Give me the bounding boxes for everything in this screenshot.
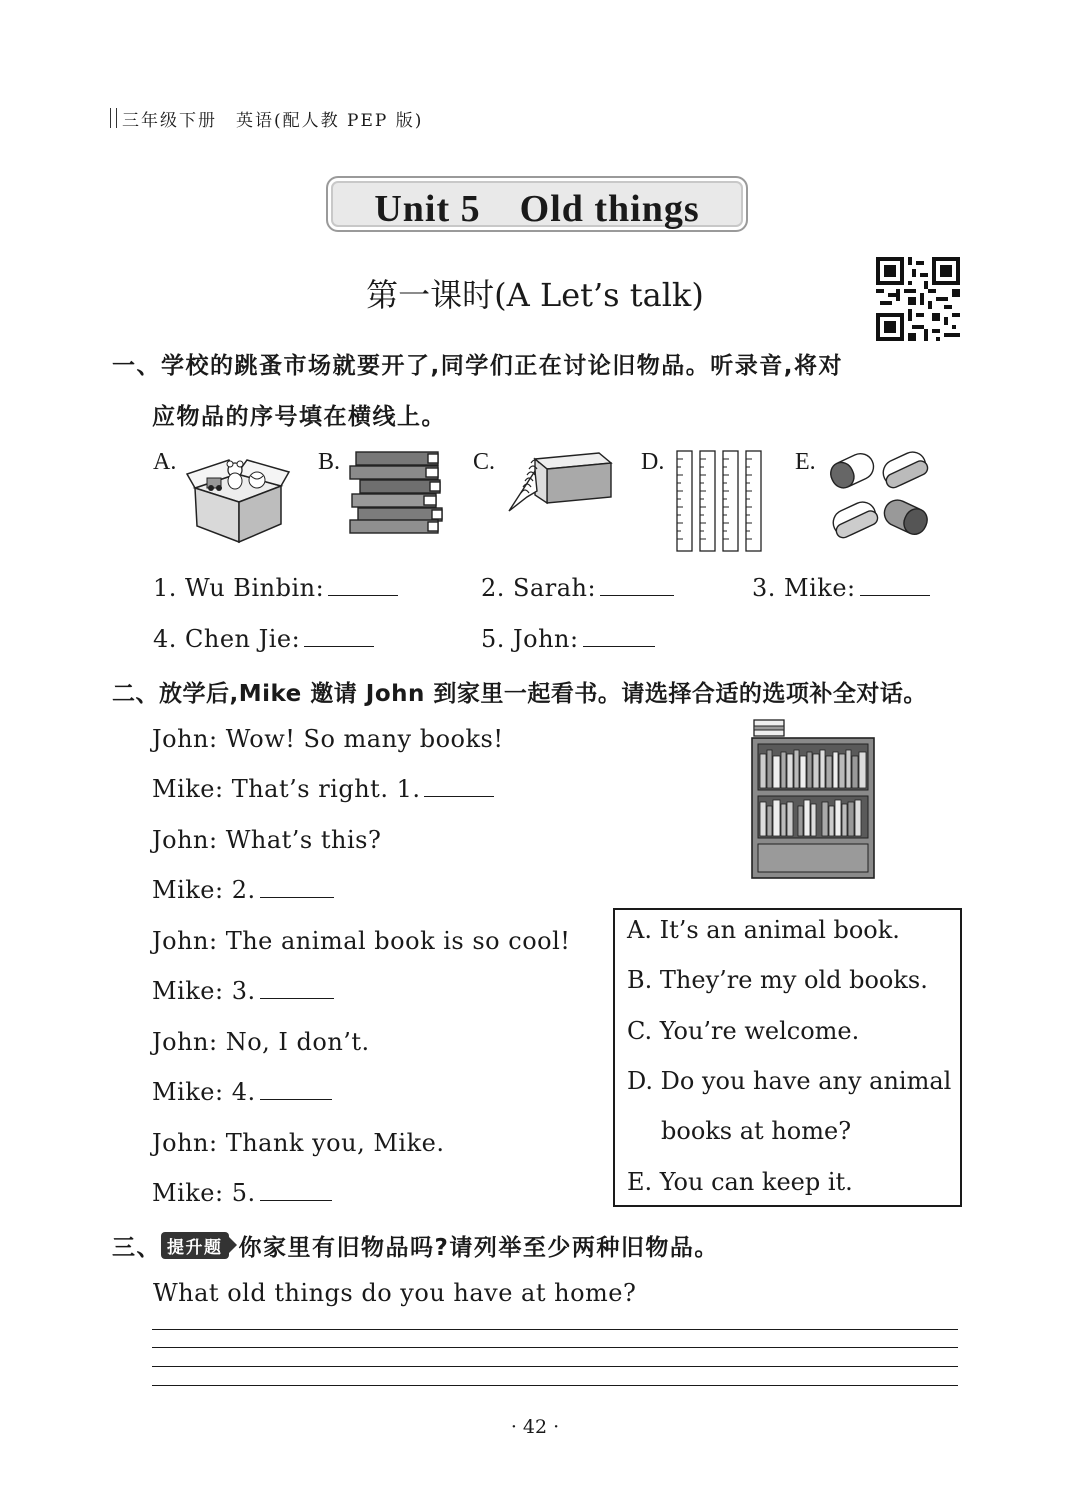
toy-box-icon bbox=[185, 448, 291, 546]
section1-title-line1: 一、学校的跳蚤市场就要开了,同学们正在讨论旧物品。听录音,将对 bbox=[112, 353, 843, 379]
writing-line-2[interactable] bbox=[152, 1347, 958, 1348]
dialog-blank-1[interactable] bbox=[424, 776, 494, 797]
answer-item-4: 4. Chen Jie: bbox=[153, 625, 374, 653]
writing-line-1[interactable] bbox=[152, 1329, 958, 1330]
answer-blank-1[interactable] bbox=[328, 575, 398, 596]
section3-prefix: 三、 bbox=[112, 1235, 161, 1261]
dialog-blank-3[interactable] bbox=[260, 978, 334, 999]
option-d-line2: books at home? bbox=[661, 1117, 852, 1145]
dialog-line-4: Mike: 2. bbox=[152, 876, 334, 904]
unit-title-box bbox=[326, 176, 748, 232]
dialog-line-9: John: Thank you, Mike. bbox=[152, 1129, 445, 1157]
answer-blank-4[interactable] bbox=[304, 626, 374, 647]
dialog-line-7: John: No, I don’t. bbox=[152, 1028, 370, 1056]
advanced-question-tag: 提升题 bbox=[161, 1232, 229, 1259]
options-box bbox=[613, 908, 962, 1207]
bookshelf-icon bbox=[750, 718, 876, 880]
answer-blank-3[interactable] bbox=[860, 575, 930, 596]
answer-item-3: 3. Mike: bbox=[752, 574, 930, 602]
picture-letter-d: D. bbox=[641, 449, 665, 475]
option-b: B. They’re my old books. bbox=[627, 966, 928, 994]
option-a: A. It’s an animal book. bbox=[627, 916, 900, 944]
section3-title-text: 你家里有旧物品吗?请列举至少两种旧物品。 bbox=[238, 1235, 719, 1261]
answer-item-5: 5. John: bbox=[481, 625, 655, 653]
page-number: · 42 · bbox=[510, 1416, 560, 1438]
option-e: E. You can keep it. bbox=[627, 1168, 853, 1196]
section2-title: 二、放学后,Mike 邀请 John 到家里一起看书。请选择合适的选项补全对话。 bbox=[112, 681, 927, 707]
dialog-line-6: Mike: 3. bbox=[152, 977, 334, 1005]
dialog-blank-2[interactable] bbox=[260, 877, 334, 898]
qr-code-icon bbox=[876, 257, 960, 341]
answer-blank-5[interactable] bbox=[583, 626, 655, 647]
dialog-line-3: John: What’s this? bbox=[152, 826, 382, 854]
rulers-icon bbox=[674, 449, 766, 553]
section1-title-line2: 应物品的序号填在横线上。 bbox=[152, 404, 446, 430]
erasers-icon bbox=[826, 448, 932, 542]
answer-item-2: 2. Sarah: bbox=[481, 574, 674, 602]
dialog-blank-5[interactable] bbox=[260, 1180, 332, 1201]
picture-letter-c: C. bbox=[473, 449, 496, 475]
picture-letter-a: A. bbox=[153, 449, 177, 475]
dialog-line-10: Mike: 5. bbox=[152, 1179, 332, 1207]
lesson-title: 第一课时(A Let’s talk) bbox=[366, 276, 704, 314]
writing-line-3[interactable] bbox=[152, 1366, 958, 1367]
picture-letter-b: B. bbox=[318, 449, 341, 475]
section3-title bbox=[112, 1229, 719, 1262]
answer-item-1: 1. Wu Binbin: bbox=[153, 574, 398, 602]
picture-letter-e: E. bbox=[795, 449, 816, 475]
dialog-blank-4[interactable] bbox=[260, 1079, 332, 1100]
notebook-icon bbox=[507, 451, 613, 517]
unit-title: Unit 5 Old things bbox=[374, 187, 700, 230]
option-d-line1: D. Do you have any animal bbox=[627, 1067, 952, 1095]
dialog-line-8: Mike: 4. bbox=[152, 1078, 332, 1106]
books-icon bbox=[348, 450, 444, 534]
answer-blank-2[interactable] bbox=[600, 575, 674, 596]
dialog-line-5: John: The animal book is so cool! bbox=[152, 927, 571, 955]
writing-line-4[interactable] bbox=[152, 1385, 958, 1386]
option-c: C. You’re welcome. bbox=[627, 1017, 860, 1045]
section3-question: What old things do you have at home? bbox=[153, 1279, 637, 1307]
dialog-line-1: John: Wow! So many books! bbox=[152, 725, 504, 753]
book-header: 三年级下册 英语(配人教 PEP 版) bbox=[110, 106, 423, 131]
dialog-line-2: Mike: That’s right. 1. bbox=[152, 775, 494, 803]
